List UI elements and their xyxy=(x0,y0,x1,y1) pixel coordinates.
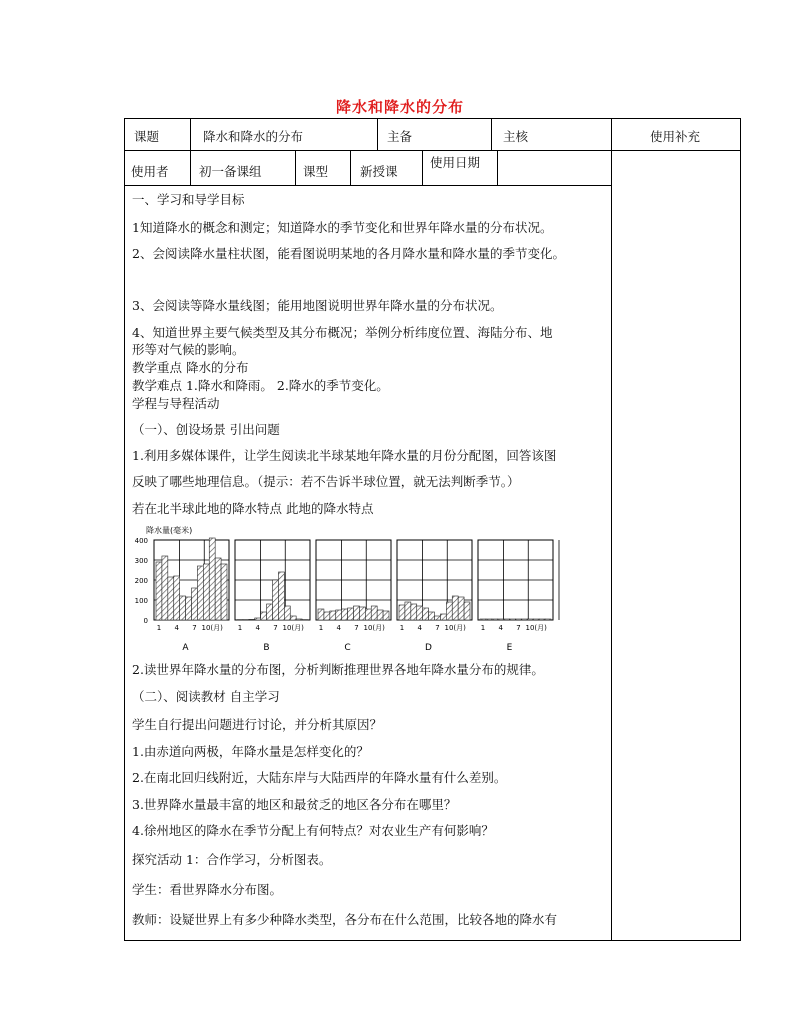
bar-b-month-3 xyxy=(249,619,255,620)
goal-4-line-2: 形等对气候的影响。 xyxy=(132,342,245,357)
bar-e-month-2 xyxy=(486,619,492,620)
teacher-task: 教师：设疑世界上有多少种降水类型，各分布在什么范围，比较各地的降水有 xyxy=(132,912,558,927)
bar-c-month-10 xyxy=(371,606,377,620)
bar-e-month-4 xyxy=(498,619,504,620)
x-tick-label: 4 xyxy=(174,624,179,632)
bar-a-month-7 xyxy=(192,588,198,620)
x-tick-label: 1 xyxy=(399,624,405,632)
reviewer-label: 主核 xyxy=(503,129,529,144)
bar-a-month-3 xyxy=(168,577,174,620)
question-4: 4.徐州地区的降水在季节分配上有何特点？对农业生产有何影响？ xyxy=(132,823,494,838)
col-divider-7 xyxy=(497,150,498,185)
x-tick-label: 1 xyxy=(318,624,324,632)
lesson-type-value: 新授课 xyxy=(360,164,398,179)
bar-d-month-2 xyxy=(405,602,411,620)
bar-c-month-6 xyxy=(348,608,354,620)
bar-b-month-11 xyxy=(296,619,302,620)
bar-c-month-2 xyxy=(324,612,330,620)
goal-1: 1知道降水的概念和测定；知道降水的季节变化和世界年降水量的分布状况。 xyxy=(132,220,553,235)
bar-d-month-7 xyxy=(435,616,441,620)
bar-c-month-5 xyxy=(342,609,348,620)
bar-c-month-9 xyxy=(365,609,371,620)
col-divider-4 xyxy=(295,150,296,185)
bar-a-month-1 xyxy=(156,562,162,620)
inquiry-activity-1: 探究活动 1：合作学习，分析图表。 xyxy=(132,852,332,867)
document-title: 降水和降水的分布 xyxy=(335,98,464,116)
bar-e-month-12 xyxy=(545,619,551,620)
x-tick-label: 7 xyxy=(354,624,359,632)
bar-a-month-9 xyxy=(203,564,209,620)
bar-d-month-4 xyxy=(417,606,423,620)
lesson-type-label: 课型 xyxy=(303,164,329,179)
precipitation-bar-charts-svg xyxy=(130,524,570,656)
bar-c-month-7 xyxy=(354,606,360,620)
bar-a-month-8 xyxy=(197,566,203,620)
bar-b-month-4 xyxy=(255,618,261,620)
main-prep-label: 主备 xyxy=(387,129,413,144)
bar-b-month-10 xyxy=(290,616,296,620)
chart-label-e: E xyxy=(506,643,513,653)
topic-value: 降水和降水的分布 xyxy=(203,129,304,144)
x-tick-label: 1 xyxy=(237,624,243,632)
task-1-line-2: 反映了哪些地理信息。（提示：若不告诉半球位置，就无法判断季节。） xyxy=(132,474,520,489)
chart-label-d: D xyxy=(425,643,432,653)
table-border-right xyxy=(740,118,741,940)
y-tick-label: 200 xyxy=(134,577,148,585)
bar-a-month-4 xyxy=(174,576,180,620)
bar-e-month-8 xyxy=(521,619,527,620)
bar-b-month-5 xyxy=(261,612,267,620)
bar-c-month-12 xyxy=(383,611,389,620)
col-divider-6 xyxy=(422,150,423,185)
y-tick-label: 400 xyxy=(134,537,148,545)
bar-d-month-12 xyxy=(464,602,470,620)
bar-a-month-5 xyxy=(180,596,186,620)
bar-e-month-7 xyxy=(516,619,522,620)
chart-prompt: 若在北半球此地的降水特点 此地的降水特点 xyxy=(132,501,374,516)
x-tick-label: 4 xyxy=(498,624,503,632)
table-border-left xyxy=(124,118,125,940)
bar-b-month-8 xyxy=(278,572,284,620)
bar-d-month-5 xyxy=(423,608,429,620)
x-tick-label: 7 xyxy=(435,624,440,632)
bar-a-month-11 xyxy=(215,558,221,620)
bar-c-month-11 xyxy=(377,610,383,620)
question-2: 2.在南北回归线附近，大陆东岸与大陆西岸的年降水量有什么差别。 xyxy=(132,770,507,785)
bar-a-month-10 xyxy=(209,538,215,620)
bar-d-month-3 xyxy=(411,604,417,620)
bar-e-month-5 xyxy=(504,619,510,620)
goal-3: 3、会阅读等降水量线图；能用地图说明世界年降水量的分布状况。 xyxy=(132,298,503,313)
bar-e-month-6 xyxy=(510,619,516,620)
supplement-label: 使用补充 xyxy=(650,129,701,144)
question-3: 3.世界降水量最丰富的地区和最贫乏的地区各分布在哪里？ xyxy=(132,797,457,812)
section-heading-goals: 一、学习和导学目标 xyxy=(132,192,245,207)
x-tick-label: 1 xyxy=(480,624,486,632)
y-tick-label: 300 xyxy=(134,557,148,565)
section-one-heading: （一）、创设场景 引出问题 xyxy=(132,422,280,437)
bar-c-month-3 xyxy=(330,611,336,620)
topic-label: 课题 xyxy=(134,129,160,144)
date-label: 使用日期 xyxy=(430,155,481,170)
y-tick-label: 100 xyxy=(134,597,148,605)
precipitation-charts xyxy=(130,524,570,656)
y-axis-title: 降水量(毫米) xyxy=(146,526,193,535)
x-tick-label: 7 xyxy=(192,624,197,632)
bar-d-month-8 xyxy=(440,614,446,620)
question-1: 1.由赤道向两极，年降水量是怎样变化的？ xyxy=(132,744,369,759)
table-row2-divider xyxy=(124,185,611,186)
x-tick-label: 7 xyxy=(273,624,278,632)
x-tick-label: 10(月) xyxy=(363,624,385,632)
bar-d-month-11 xyxy=(458,597,464,620)
col-divider-1 xyxy=(190,118,191,185)
bar-a-month-6 xyxy=(186,597,192,620)
bar-b-month-7 xyxy=(273,580,279,620)
bar-d-month-9 xyxy=(446,602,452,620)
chart-label-c: C xyxy=(344,643,351,653)
x-tick-label: 7 xyxy=(516,624,521,632)
bar-c-month-1 xyxy=(318,609,324,620)
table-row1-divider xyxy=(124,150,741,151)
col-divider-5 xyxy=(350,150,351,185)
x-tick-label: 10(月) xyxy=(444,624,466,632)
goal-4-line-1: 4、知道世界主要气候类型及其分布概况；举例分析纬度位置、海陆分布、地 xyxy=(132,325,553,340)
chart-label-b: B xyxy=(263,643,270,653)
table-border-top xyxy=(124,118,741,119)
goal-2: 2、会阅读降水量柱状图，能看图说明某地的各月降水量和降水量的季节变化。 xyxy=(132,246,565,261)
x-tick-label: 4 xyxy=(417,624,422,632)
teaching-focus: 教学重点 降水的分布 xyxy=(132,360,249,375)
user-value: 初一备课组 xyxy=(199,164,262,179)
bar-e-month-3 xyxy=(492,619,498,620)
supplement-column-divider xyxy=(611,118,612,940)
col-divider-2 xyxy=(377,118,378,150)
chart-label-a: A xyxy=(182,643,189,653)
x-tick-label: 10(月) xyxy=(525,624,547,632)
bar-d-month-1 xyxy=(399,605,405,620)
bar-d-month-6 xyxy=(429,612,435,620)
task-2: 2.读世界年降水量的分布图，分析判断推理世界各地年降水量分布的规律。 xyxy=(132,662,544,677)
x-tick-label: 1 xyxy=(156,624,162,632)
table-border-bottom xyxy=(124,940,741,941)
bar-d-month-10 xyxy=(452,596,458,620)
y-tick-label: 0 xyxy=(143,617,148,625)
teaching-difficulty: 教学难点 1.降水和降雨。 2.降水的季节变化。 xyxy=(132,378,389,393)
x-tick-label: 10(月) xyxy=(282,624,304,632)
bar-e-month-1 xyxy=(480,619,486,620)
section-two-heading: （二）、阅读教材 自主学习 xyxy=(132,689,280,704)
task-1-line-1: 1.利用多媒体课件，让学生阅读北半球某地年降水量的月份分配图，回答该图 xyxy=(132,448,557,463)
bar-e-month-9 xyxy=(527,619,533,620)
bar-b-month-6 xyxy=(267,604,273,620)
bar-c-month-4 xyxy=(336,610,342,620)
col-divider-3 xyxy=(491,118,492,150)
x-tick-label: 4 xyxy=(255,624,260,632)
bar-e-month-10 xyxy=(533,619,539,620)
discussion-intro: 学生自行提出问题进行讨论，并分析其原因？ xyxy=(132,717,383,732)
bar-a-month-12 xyxy=(221,564,227,620)
bar-e-month-11 xyxy=(539,619,545,620)
activity-heading: 学程与导程活动 xyxy=(132,396,220,411)
bar-b-month-9 xyxy=(284,606,290,620)
bar-c-month-8 xyxy=(359,607,365,620)
student-task: 学生：看世界降水分布图。 xyxy=(132,882,283,897)
x-tick-label: 10(月) xyxy=(201,624,223,632)
user-label: 使用者 xyxy=(131,164,169,179)
x-tick-label: 4 xyxy=(336,624,341,632)
bar-a-month-2 xyxy=(162,556,168,620)
